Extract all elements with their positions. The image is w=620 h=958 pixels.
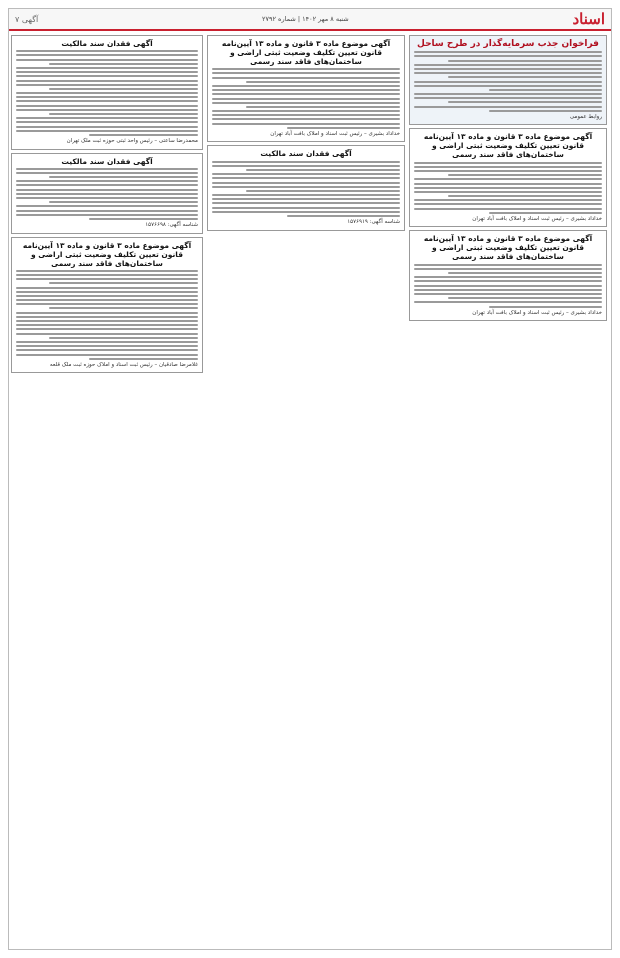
- notice-footer: خداداد بشیری – رئیس ثبت اسناد و املاک بافت آباد تهران: [472, 309, 602, 316]
- notice-footer: خداداد بشیری – رئیس ثبت اسناد و املاک بافت آباد تهران: [472, 216, 602, 223]
- notice-4: [207, 145, 405, 230]
- page-header: [9, 9, 611, 31]
- notice-3: [207, 35, 405, 142]
- page-number: آگهی ۷: [15, 14, 39, 24]
- notice-title: آگهی موضوع ماده ۳ قانون و ماده ۱۳ آیین‌نامه قانون تعیین تکلیف وضعیت ثبتی اراضی و ساختمان‌های فاقد سند رسمی: [22, 240, 192, 268]
- notice-2: [409, 230, 607, 321]
- column-left: [11, 35, 203, 945]
- notice-footer: خداداد بشیری – رئیس ثبت اسناد و املاک بافت آباد تهران: [270, 131, 400, 137]
- notice-title: آگهی فقدان سند مالکیت: [61, 156, 153, 166]
- column-right: [409, 35, 607, 945]
- issue-info: شنبه ۸ مهر ۱۴۰۲ | شماره ۲۷۹۲: [262, 15, 349, 23]
- callout-title: فراخوان جذب سرمایه‌گذار در طرح ساحل: [417, 39, 599, 49]
- notice-1: [409, 128, 607, 227]
- notice-footer: شناسه آگهی: ۱۵۷۶۹۱۹: [347, 219, 400, 226]
- notice-title: آگهی فقدان سند مالکیت: [260, 149, 352, 159]
- column-middle: [207, 35, 405, 945]
- callout-footer: روابط عمومی: [569, 114, 602, 120]
- notice-5: [11, 35, 203, 150]
- notice-title: آگهی موضوع ماده ۳ قانون و ماده ۱۳ آیین‌نامه قانون تعیین تکلیف وضعیت ثبتی اراضی و ساختمان‌های فاقد سند رسمی: [423, 132, 593, 160]
- notice-title: آگهی موضوع ماده ۳ قانون و ماده ۱۳ آیین‌نامه قانون تعیین تکلیف وضعیت ثبتی اراضی و ساختمان‌های فاقد سند رسمی: [423, 234, 593, 262]
- notice-title: آگهی موضوع ماده ۳ قانون و ماده ۱۳ آیین‌نامه قانون تعیین تکلیف وضعیت ثبتی اراضی و ساختمان‌های فاقد سند رسمی: [221, 39, 391, 66]
- notice-7: [11, 237, 203, 374]
- notice-footer: شناسه آگهی: ۱۵۷۶۶۹۸: [145, 222, 198, 229]
- brand-logo: اسناد: [572, 10, 605, 28]
- notice-title: آگهی فقدان سند مالکیت: [61, 39, 153, 48]
- newspaper-page: [8, 8, 612, 950]
- notice-footer: محمدرضا ساعتی – رئیس واحد ثبتی حوزه ثبت ملک تهران: [66, 138, 198, 145]
- notice-footer: غلامرضا صادقیان – رئیس ثبت اسناد و املاک حوزه ثبت ملک قلعه: [49, 361, 198, 368]
- notice-6: [11, 153, 203, 234]
- callout-box: [409, 35, 607, 125]
